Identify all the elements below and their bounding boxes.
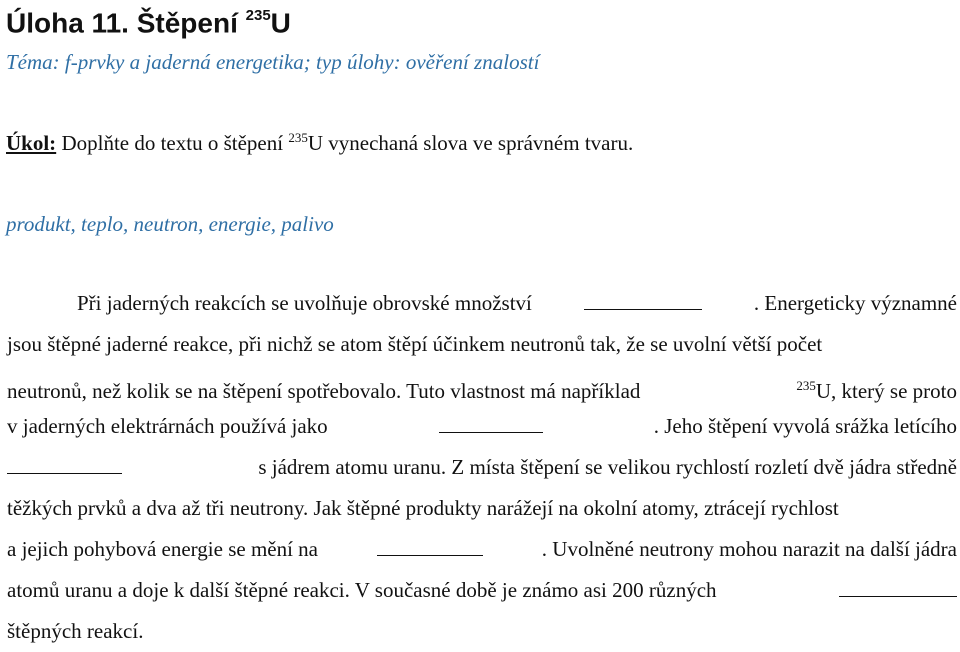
text-line-4	[7, 406, 957, 447]
text-line-6	[7, 488, 957, 529]
task-instruction	[6, 130, 633, 156]
text-l7a: a jejich pohybová energie se mění na	[7, 537, 319, 561]
title-element: U	[270, 7, 291, 39]
text-l1b: . Energeticky významné	[753, 291, 957, 315]
title-isotope: 235	[245, 7, 271, 24]
text-l9: štěpných reakcí.	[7, 619, 144, 643]
theme-line: Téma: f-prvky a jaderná energetika; typ úlohy: ověření znalostí	[6, 50, 540, 74]
text-line-3	[7, 365, 957, 406]
task-text-before: Doplňte do textu o štěpení	[56, 131, 289, 155]
page-title	[6, 0, 291, 41]
text-l7b: . Uvolněné neutrony mohou narazit na další jádra	[541, 537, 957, 561]
title-prefix: Úloha 11. Štěpení	[6, 7, 246, 39]
text-line-1	[7, 283, 957, 324]
task-isotope: 235	[288, 130, 308, 145]
text-l4a: v jaderných elektrárnách používá jako	[7, 414, 328, 438]
text-l2: jsou štěpné jaderné reakce, při nichž se atom štěpí účinkem neutronů tak, že se uvolní větší počet	[7, 332, 823, 356]
text-l8: atomů uranu a doje k další štěpné reakci. V současné době je známo asi 200 různých	[7, 578, 717, 602]
text-line-7	[7, 529, 957, 570]
cloze-paragraph	[7, 283, 957, 652]
text-l3-isotope: 235	[796, 378, 816, 393]
text-l1: Při jaderných reakcích se uvolňuje obrovské množství	[77, 291, 532, 315]
blank-5[interactable]	[839, 576, 957, 597]
text-l4b: . Jeho štěpení vyvolá srážka letícího	[653, 414, 957, 438]
text-line-5	[7, 447, 957, 488]
text-l5: s jádrem atomu uranu. Z místa štěpení se velikou rychlostí rozletí dvě jádra středně	[258, 455, 957, 479]
text-l6: těžkých prvků a dva až tři neutrony. Jak štěpné produkty narážejí na okolní atomy, ztrácejí rychlost	[7, 496, 839, 520]
text-l3a: neutronů, než kolik se na štěpení spotřebovalo. Tuto vlastnost má například	[7, 379, 641, 403]
blank-4[interactable]	[377, 535, 483, 556]
text-line-2	[7, 324, 957, 365]
task-text-after: U vynechaná slova ve správném tvaru.	[307, 131, 634, 155]
text-l3b: U, který se proto	[815, 379, 957, 403]
task-label: Úkol:	[6, 131, 57, 155]
word-bank: produkt, teplo, neutron, energie, palivo	[6, 212, 334, 236]
blank-3[interactable]	[7, 453, 122, 474]
text-line-9	[7, 611, 957, 652]
blank-2[interactable]	[439, 412, 543, 433]
text-line-8	[7, 570, 957, 611]
blank-1[interactable]	[584, 289, 702, 310]
